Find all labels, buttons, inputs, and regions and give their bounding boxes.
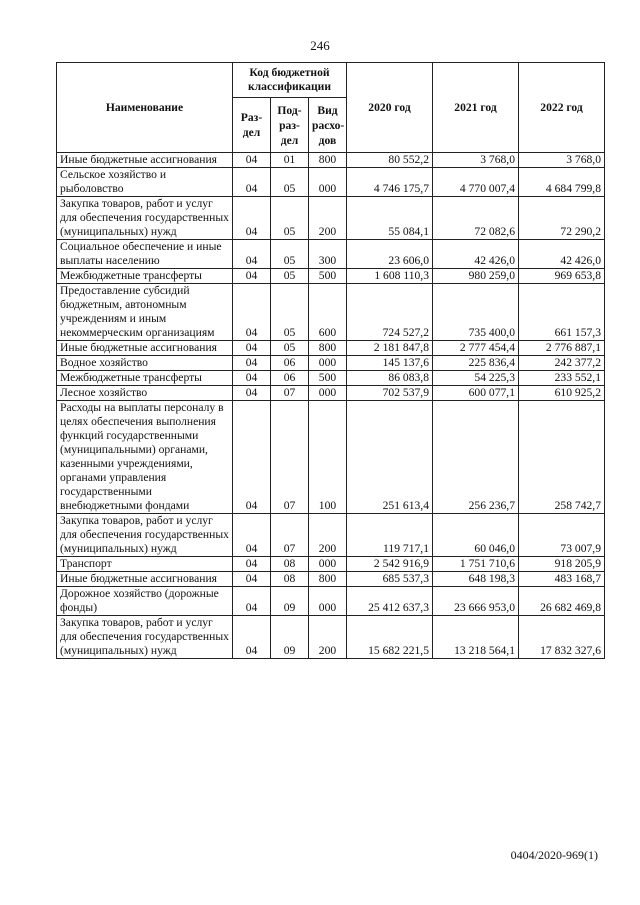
- row-razdel: 04: [233, 240, 271, 269]
- table-row: [57, 616, 605, 659]
- row-name: Иные бюджетные ассигнования: [57, 153, 233, 168]
- header-podrazdel: Под- раз- дел: [271, 98, 309, 153]
- row-razdel: 04: [233, 341, 271, 356]
- row-value-2020: 251 613,4: [347, 401, 433, 514]
- row-razdel: 04: [233, 514, 271, 557]
- table-row: [57, 341, 605, 356]
- row-podrazdel: 09: [271, 616, 309, 659]
- row-value-2022: 72 290,2: [519, 197, 605, 240]
- row-value-2021: 23 666 953,0: [433, 587, 519, 616]
- header-name: Наименование: [57, 63, 233, 153]
- table-row: [57, 356, 605, 371]
- row-razdel: 04: [233, 587, 271, 616]
- table-row: [57, 557, 605, 572]
- row-value-2021: 256 236,7: [433, 401, 519, 514]
- table-row: [57, 587, 605, 616]
- row-podrazdel: 05: [271, 240, 309, 269]
- header-2021: 2021 год: [433, 63, 519, 153]
- row-value-2021: 13 218 564,1: [433, 616, 519, 659]
- page-number: 246: [310, 38, 330, 53]
- row-podrazdel: 08: [271, 572, 309, 587]
- row-vid: 000: [309, 168, 347, 197]
- row-name: Межбюджетные трансферты: [57, 269, 233, 284]
- row-value-2022: 17 832 327,6: [519, 616, 605, 659]
- table-row: [57, 197, 605, 240]
- row-vid: 600: [309, 284, 347, 341]
- row-value-2022: 918 205,9: [519, 557, 605, 572]
- row-value-2021: 4 770 007,4: [433, 168, 519, 197]
- document-code: 0404/2020-969(1): [510, 848, 598, 862]
- row-name: Транспорт: [57, 557, 233, 572]
- row-razdel: 04: [233, 401, 271, 514]
- row-podrazdel: 05: [271, 284, 309, 341]
- row-vid: 500: [309, 371, 347, 386]
- row-podrazdel: 09: [271, 587, 309, 616]
- row-name: Дорожное хозяйство (дорожные фонды): [57, 587, 233, 616]
- row-podrazdel: 05: [271, 197, 309, 240]
- row-razdel: 04: [233, 356, 271, 371]
- row-name: Иные бюджетные ассигнования: [57, 341, 233, 356]
- row-value-2022: 42 426,0: [519, 240, 605, 269]
- table-body: [57, 153, 605, 659]
- row-value-2022: 969 653,8: [519, 269, 605, 284]
- table-row: [57, 572, 605, 587]
- row-vid: 000: [309, 356, 347, 371]
- header-razdel: Раз- дел: [233, 98, 271, 153]
- row-value-2020: 702 537,9: [347, 386, 433, 401]
- row-value-2020: 23 606,0: [347, 240, 433, 269]
- row-value-2022: 242 377,2: [519, 356, 605, 371]
- row-razdel: 04: [233, 557, 271, 572]
- row-value-2022: 483 168,7: [519, 572, 605, 587]
- row-value-2020: 685 537,3: [347, 572, 433, 587]
- row-razdel: 04: [233, 284, 271, 341]
- row-value-2022: 73 007,9: [519, 514, 605, 557]
- row-vid: 100: [309, 401, 347, 514]
- row-name: Межбюджетные трансферты: [57, 371, 233, 386]
- row-name: Сельское хозяйство и рыболовство: [57, 168, 233, 197]
- row-value-2020: 86 083,8: [347, 371, 433, 386]
- row-razdel: 04: [233, 371, 271, 386]
- row-razdel: 04: [233, 153, 271, 168]
- row-value-2020: 25 412 637,3: [347, 587, 433, 616]
- row-value-2020: 724 527,2: [347, 284, 433, 341]
- row-vid: 000: [309, 557, 347, 572]
- row-name: Закупка товаров, работ и услуг для обеспечения государственных (муниципальных) нужд: [57, 514, 233, 557]
- row-value-2020: 145 137,6: [347, 356, 433, 371]
- row-name: Социальное обеспечение и иные выплаты населению: [57, 240, 233, 269]
- row-razdel: 04: [233, 572, 271, 587]
- row-value-2020: 80 552,2: [347, 153, 433, 168]
- row-vid: 000: [309, 587, 347, 616]
- row-podrazdel: 05: [271, 269, 309, 284]
- table-row: [57, 240, 605, 269]
- row-value-2021: 3 768,0: [433, 153, 519, 168]
- row-value-2020: 15 682 221,5: [347, 616, 433, 659]
- row-value-2020: 2 181 847,8: [347, 341, 433, 356]
- row-razdel: 04: [233, 616, 271, 659]
- row-razdel: 04: [233, 197, 271, 240]
- row-value-2021: 60 046,0: [433, 514, 519, 557]
- row-value-2020: 55 084,1: [347, 197, 433, 240]
- row-name: Водное хозяйство: [57, 356, 233, 371]
- table-row: [57, 153, 605, 168]
- row-vid: 500: [309, 269, 347, 284]
- row-vid: 200: [309, 197, 347, 240]
- row-name: Закупка товаров, работ и услуг для обеспечения государственных (муниципальных) нужд: [57, 197, 233, 240]
- row-name: Закупка товаров, работ и услуг для обеспечения государственных (муниципальных) нужд: [57, 616, 233, 659]
- row-podrazdel: 07: [271, 401, 309, 514]
- header-2020: 2020 год: [347, 63, 433, 153]
- row-podrazdel: 01: [271, 153, 309, 168]
- table-row: [57, 284, 605, 341]
- row-name: Иные бюджетные ассигнования: [57, 572, 233, 587]
- row-value-2020: 119 717,1: [347, 514, 433, 557]
- row-value-2022: 258 742,7: [519, 401, 605, 514]
- row-value-2021: 980 259,0: [433, 269, 519, 284]
- row-name: Предоставление субсидий бюджетным, автономным учреждениям и иным некоммерческим организациям: [57, 284, 233, 341]
- header-vid: Вид расхо- дов: [309, 98, 347, 153]
- row-name: Лесное хозяйство: [57, 386, 233, 401]
- table-row: [57, 514, 605, 557]
- row-podrazdel: 05: [271, 341, 309, 356]
- table-row: [57, 386, 605, 401]
- row-value-2022: 233 552,1: [519, 371, 605, 386]
- row-value-2021: 600 077,1: [433, 386, 519, 401]
- row-value-2021: 648 198,3: [433, 572, 519, 587]
- row-value-2021: 72 082,6: [433, 197, 519, 240]
- row-vid: 200: [309, 616, 347, 659]
- table-row: [57, 269, 605, 284]
- header-2022: 2022 год: [519, 63, 605, 153]
- row-value-2022: 2 776 887,1: [519, 341, 605, 356]
- row-podrazdel: 08: [271, 557, 309, 572]
- row-vid: 800: [309, 153, 347, 168]
- table-row: [57, 401, 605, 514]
- row-podrazdel: 05: [271, 168, 309, 197]
- row-value-2021: 1 751 710,6: [433, 557, 519, 572]
- row-value-2022: 26 682 469,8: [519, 587, 605, 616]
- row-value-2020: 1 608 110,3: [347, 269, 433, 284]
- row-vid: 300: [309, 240, 347, 269]
- row-podrazdel: 06: [271, 356, 309, 371]
- row-vid: 000: [309, 386, 347, 401]
- row-value-2021: 225 836,4: [433, 356, 519, 371]
- row-razdel: 04: [233, 386, 271, 401]
- row-value-2021: 42 426,0: [433, 240, 519, 269]
- row-razdel: 04: [233, 168, 271, 197]
- row-name: Расходы на выплаты персоналу в целях обеспечения выполнения функций государственными (муниципальными) органами, казенными учреждениями, органами управления государственными внебюджетными фондами: [57, 401, 233, 514]
- row-value-2020: 2 542 916,9: [347, 557, 433, 572]
- row-podrazdel: 06: [271, 371, 309, 386]
- row-value-2022: 3 768,0: [519, 153, 605, 168]
- row-value-2022: 610 925,2: [519, 386, 605, 401]
- row-razdel: 04: [233, 269, 271, 284]
- header-code-group: Код бюджетной классификации: [233, 63, 347, 98]
- row-vid: 200: [309, 514, 347, 557]
- table-row: [57, 168, 605, 197]
- row-value-2021: 735 400,0: [433, 284, 519, 341]
- row-value-2020: 4 746 175,7: [347, 168, 433, 197]
- row-value-2022: 661 157,3: [519, 284, 605, 341]
- row-value-2021: 2 777 454,4: [433, 341, 519, 356]
- budget-table: [56, 62, 605, 659]
- row-value-2022: 4 684 799,8: [519, 168, 605, 197]
- row-vid: 800: [309, 572, 347, 587]
- row-vid: 800: [309, 341, 347, 356]
- row-podrazdel: 07: [271, 514, 309, 557]
- table-row: [57, 371, 605, 386]
- row-podrazdel: 07: [271, 386, 309, 401]
- row-value-2021: 54 225,3: [433, 371, 519, 386]
